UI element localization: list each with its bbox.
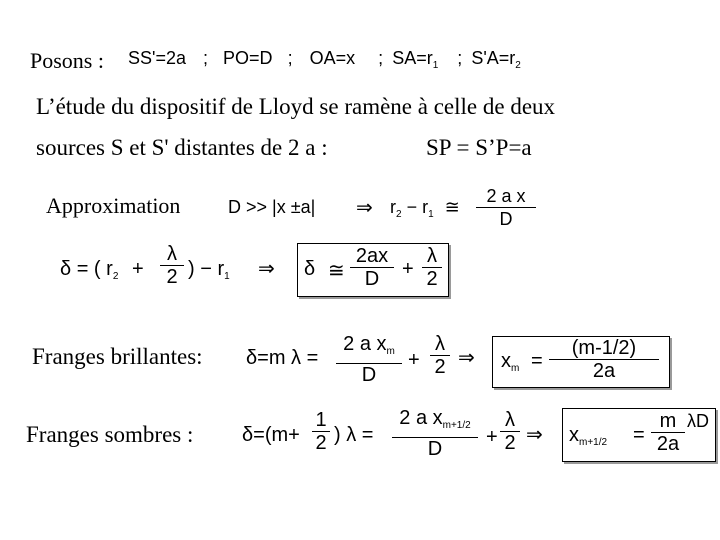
dark-result-lambda-d: λD <box>687 411 709 431</box>
fraction-bar <box>476 207 536 208</box>
dark-result-fraction: m 2a <box>651 411 685 454</box>
def-po: PO=D <box>223 48 273 68</box>
def-sa: SA=r <box>392 48 433 68</box>
intro-line-2a: sources S et S' distantes de 2 a : <box>36 135 328 160</box>
bright-plus: + <box>408 349 420 371</box>
lambda-over-2: λ 2 <box>160 244 184 287</box>
dark-lambda: λ 2 <box>500 410 520 453</box>
delta-definition-tail: ) − $r_1$ <box>188 258 230 282</box>
bright-label: Franges brillantes: <box>32 344 203 369</box>
posons-label: Posons : <box>30 48 104 73</box>
intro-line-1: L’étude du dispositif de Lloyd se ramène à celle de deux <box>36 94 556 119</box>
bright-result-box: $x_m$ = (m-1/2) 2a <box>492 336 670 388</box>
posons-definitions <box>128 48 521 71</box>
intro-line-2b: SP = S’P=a <box>426 135 532 160</box>
dark-label: Franges sombres : <box>26 422 194 447</box>
implies-3: ⇒ <box>458 347 475 369</box>
bright-result-fraction: (m-1/2) 2a <box>549 338 659 381</box>
approx-label: Approximation <box>46 193 181 218</box>
sep-1: ; <box>203 48 209 68</box>
bright-fraction: 2 a $x_m$ D <box>336 334 402 385</box>
def-ss: SS'=2a <box>128 48 186 68</box>
delta-definition: δ = ( $r_2$ + <box>60 258 144 282</box>
def-sprime-a: S'A=r <box>471 48 516 68</box>
implies-2: ⇒ <box>258 258 275 280</box>
delta-result-fraction: 2ax D <box>350 246 394 289</box>
dark-result-box: $x_{m+1/2}$ = m 2a λD <box>562 408 716 462</box>
def-oa: OA=x <box>309 48 356 68</box>
def-sprime-a-sub: 2 <box>515 60 521 71</box>
bright-lambda: λ 2 <box>430 334 450 377</box>
dark-plus: + <box>486 426 498 448</box>
sep-3: ; <box>378 48 384 68</box>
dark-condition-2: ) λ = <box>334 424 374 446</box>
dark-one-half: 1 2 <box>312 410 330 453</box>
bright-condition: δ=m λ = <box>246 347 319 369</box>
delta-result-box: δ ≅ 2ax D + λ 2 <box>297 243 449 297</box>
approx-fraction-den: D <box>499 209 513 229</box>
approx-path-difference: $r_2 - r_1$ ≅ <box>390 197 460 220</box>
sep-2: ; <box>287 48 293 68</box>
dark-fraction: 2 a $x_{m+1/2}$ D <box>392 408 478 459</box>
delta-result-lambda: λ 2 <box>422 246 442 289</box>
implies-4: ⇒ <box>526 424 543 446</box>
sep-4: ; <box>457 48 463 68</box>
def-sa-sub: 1 <box>432 60 439 71</box>
approx-fraction <box>476 186 536 229</box>
implies-1: ⇒ <box>356 197 373 219</box>
dark-condition-1: δ=(m+ <box>242 424 300 446</box>
approx-fraction-num: 2 a x <box>486 186 526 206</box>
approx-condition: D >> |x ±a| <box>228 197 316 217</box>
